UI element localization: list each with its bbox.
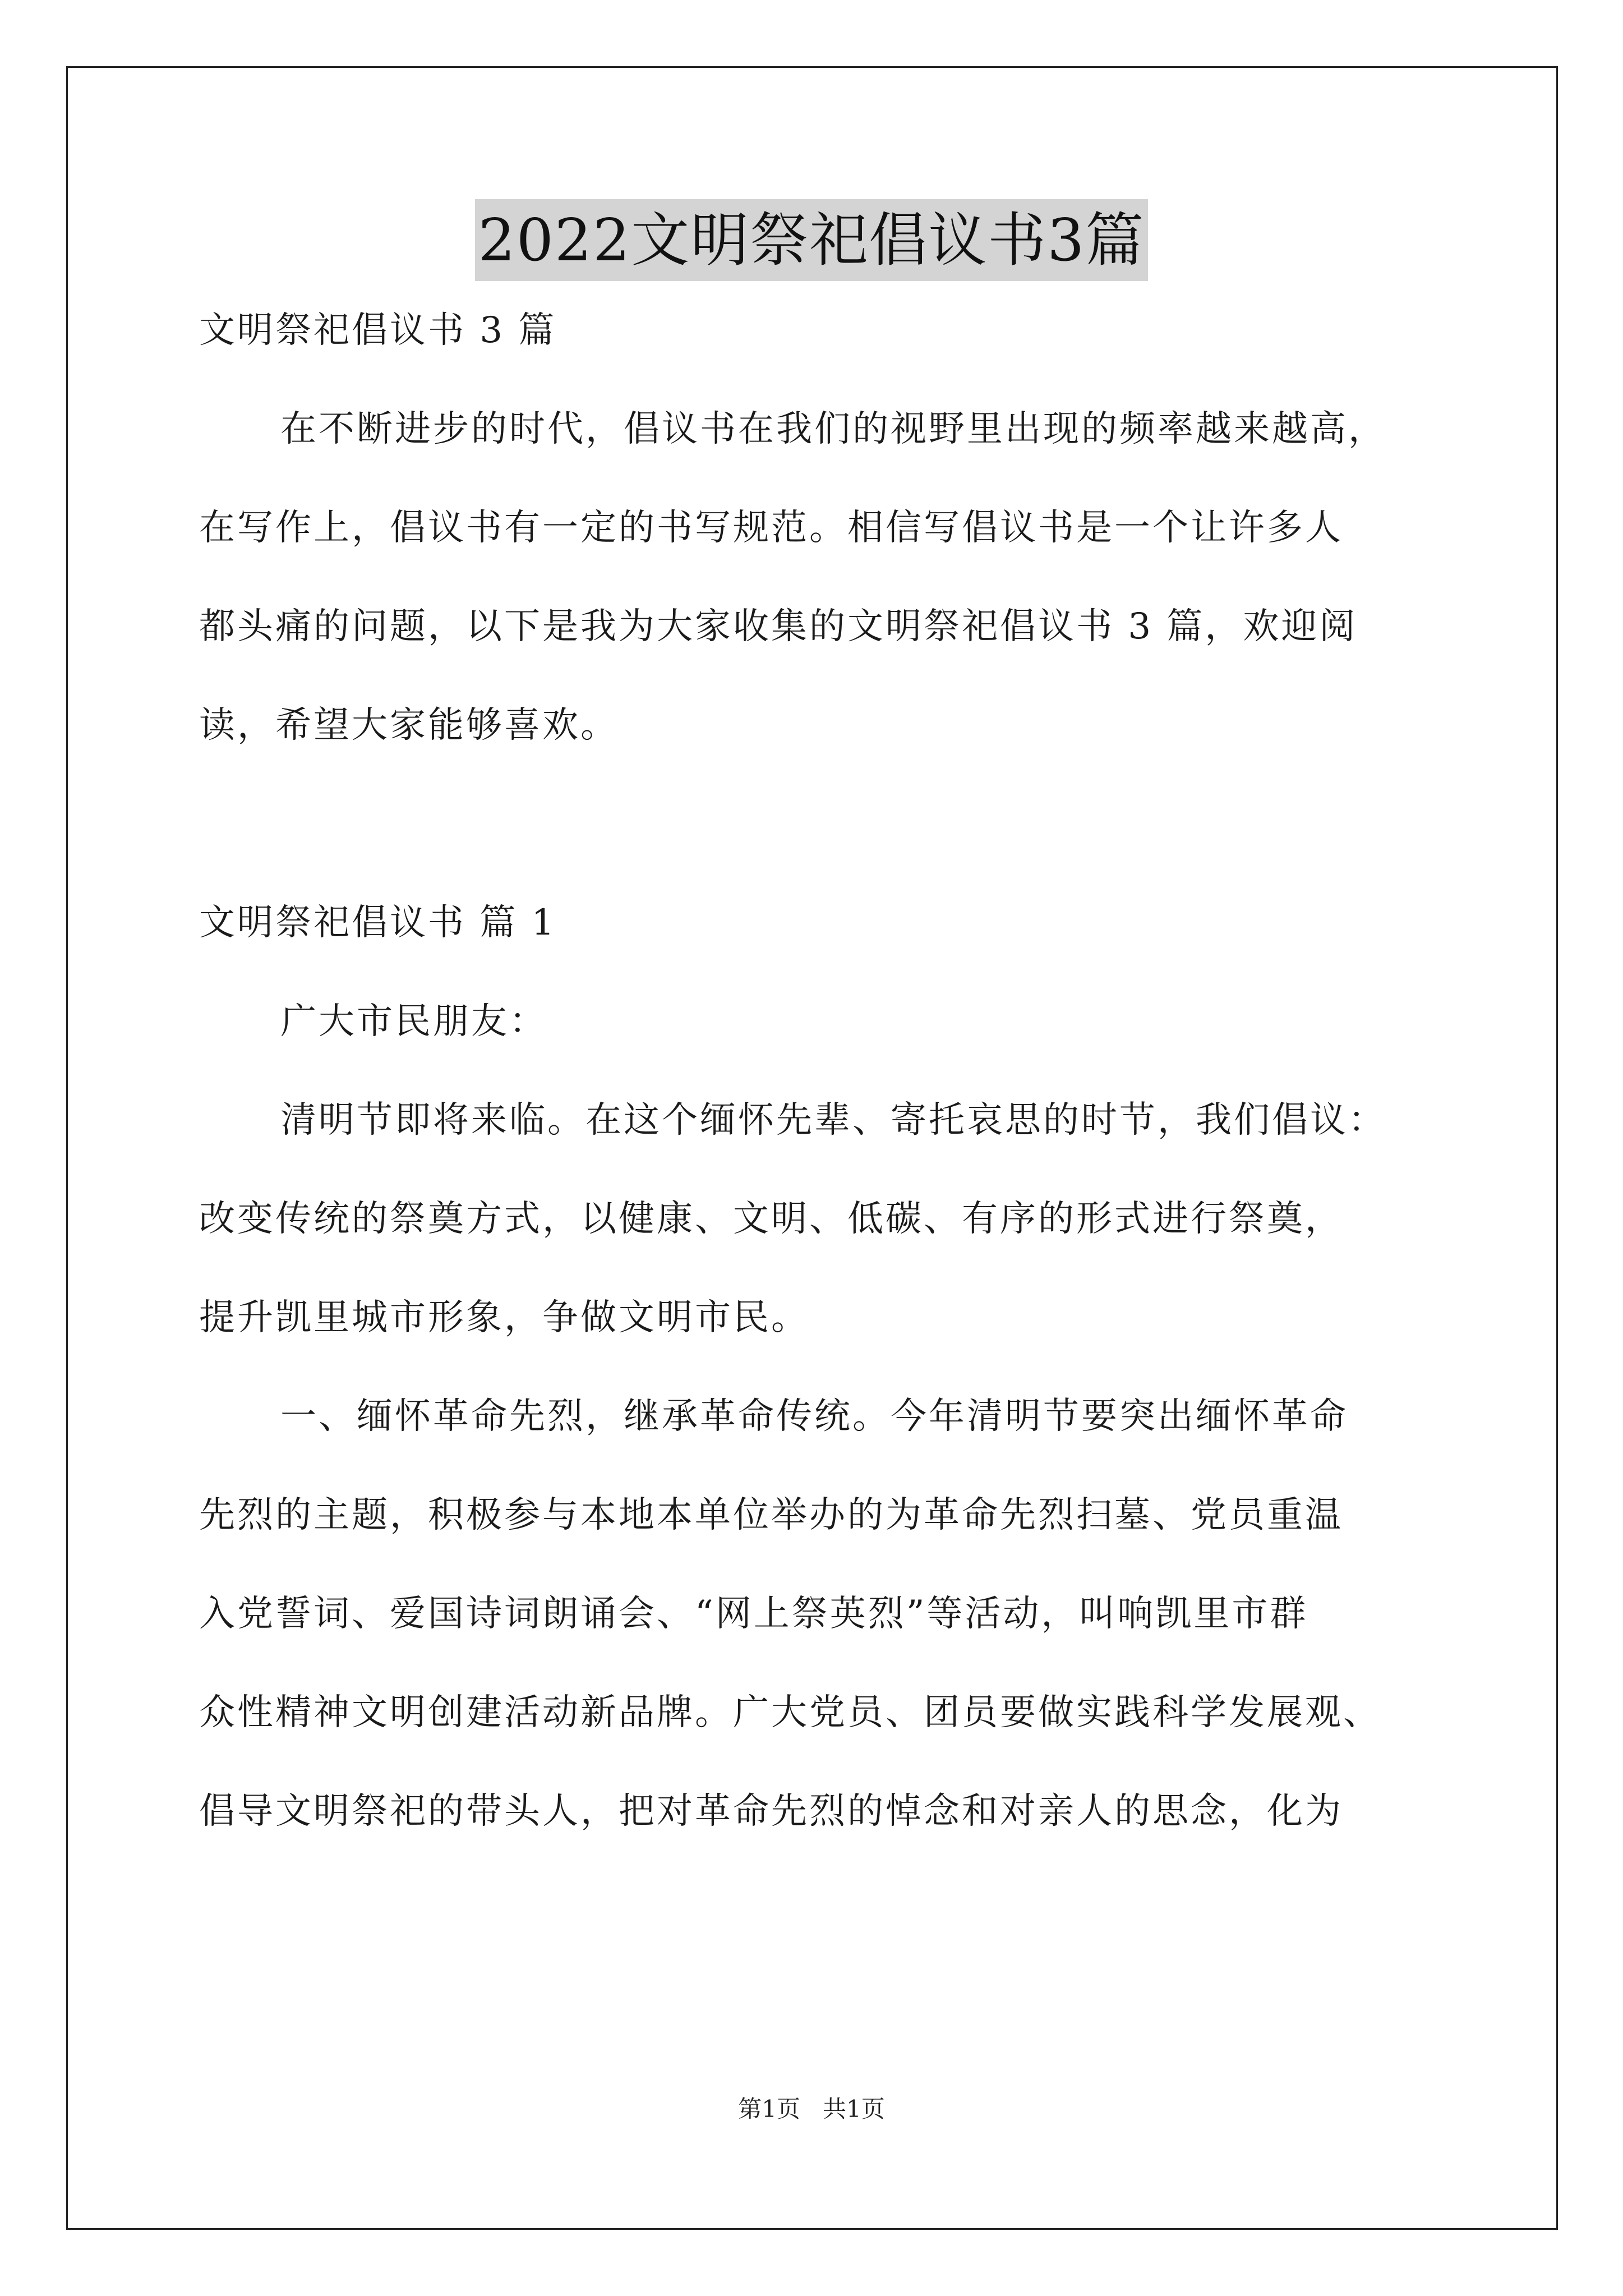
paragraph-line: 改变传统的祭奠方式，以健康、文明、低碳、有序的形式进行祭奠， bbox=[199, 1198, 1343, 1240]
title-container bbox=[0, 199, 1623, 281]
paragraph-line: 一、缅怀革命先烈，继承革命传统。今年清明节要突出缅怀革命 bbox=[280, 1396, 1348, 1437]
paragraph-line: 先烈的主题，积极参与本地本单位举办的为革命先烈扫墓、党员重温 bbox=[199, 1494, 1343, 1536]
paragraph-line: 倡导文明祭祀的带头人，把对革命先烈的悼念和对亲人的思念，化为 bbox=[199, 1791, 1343, 1832]
paragraph-line: 入党誓词、爱国诗词朗诵会、“网上祭英烈”等活动，叫响凯里市群 bbox=[199, 1593, 1308, 1635]
intro-line: 都头痛的问题，以下是我为大家收集的文明祭祀倡议书 3 篇，欢迎阅 bbox=[199, 606, 1358, 647]
paragraph-line: 提升凯里城市形象，争做文明市民。 bbox=[199, 1297, 809, 1338]
intro-line: 读，希望大家能够喜欢。 bbox=[199, 705, 619, 746]
document-title: 2022文明祭祀倡议书3篇 bbox=[475, 199, 1149, 281]
page-footer: 第1页 共1页 bbox=[738, 2095, 885, 2123]
document-subtitle: 文明祭祀倡议书 3 篇 bbox=[199, 310, 557, 351]
section-heading: 文明祭祀倡议书 篇 1 bbox=[199, 902, 557, 944]
salutation: 广大市民朋友： bbox=[280, 1001, 547, 1042]
paragraph-line: 众性精神文明创建活动新品牌。广大党员、团员要做实践科学发展观、 bbox=[199, 1692, 1381, 1733]
paragraph-line: 清明节即将来临。在这个缅怀先辈、寄托哀思的时节，我们倡议： bbox=[280, 1099, 1386, 1141]
intro-line: 在不断进步的时代，倡议书在我们的视野里出现的频率越来越高， bbox=[280, 408, 1386, 450]
intro-line: 在写作上，倡议书有一定的书写规范。相信写倡议书是一个让许多人 bbox=[199, 507, 1343, 549]
document-body bbox=[199, 306, 1433, 1836]
